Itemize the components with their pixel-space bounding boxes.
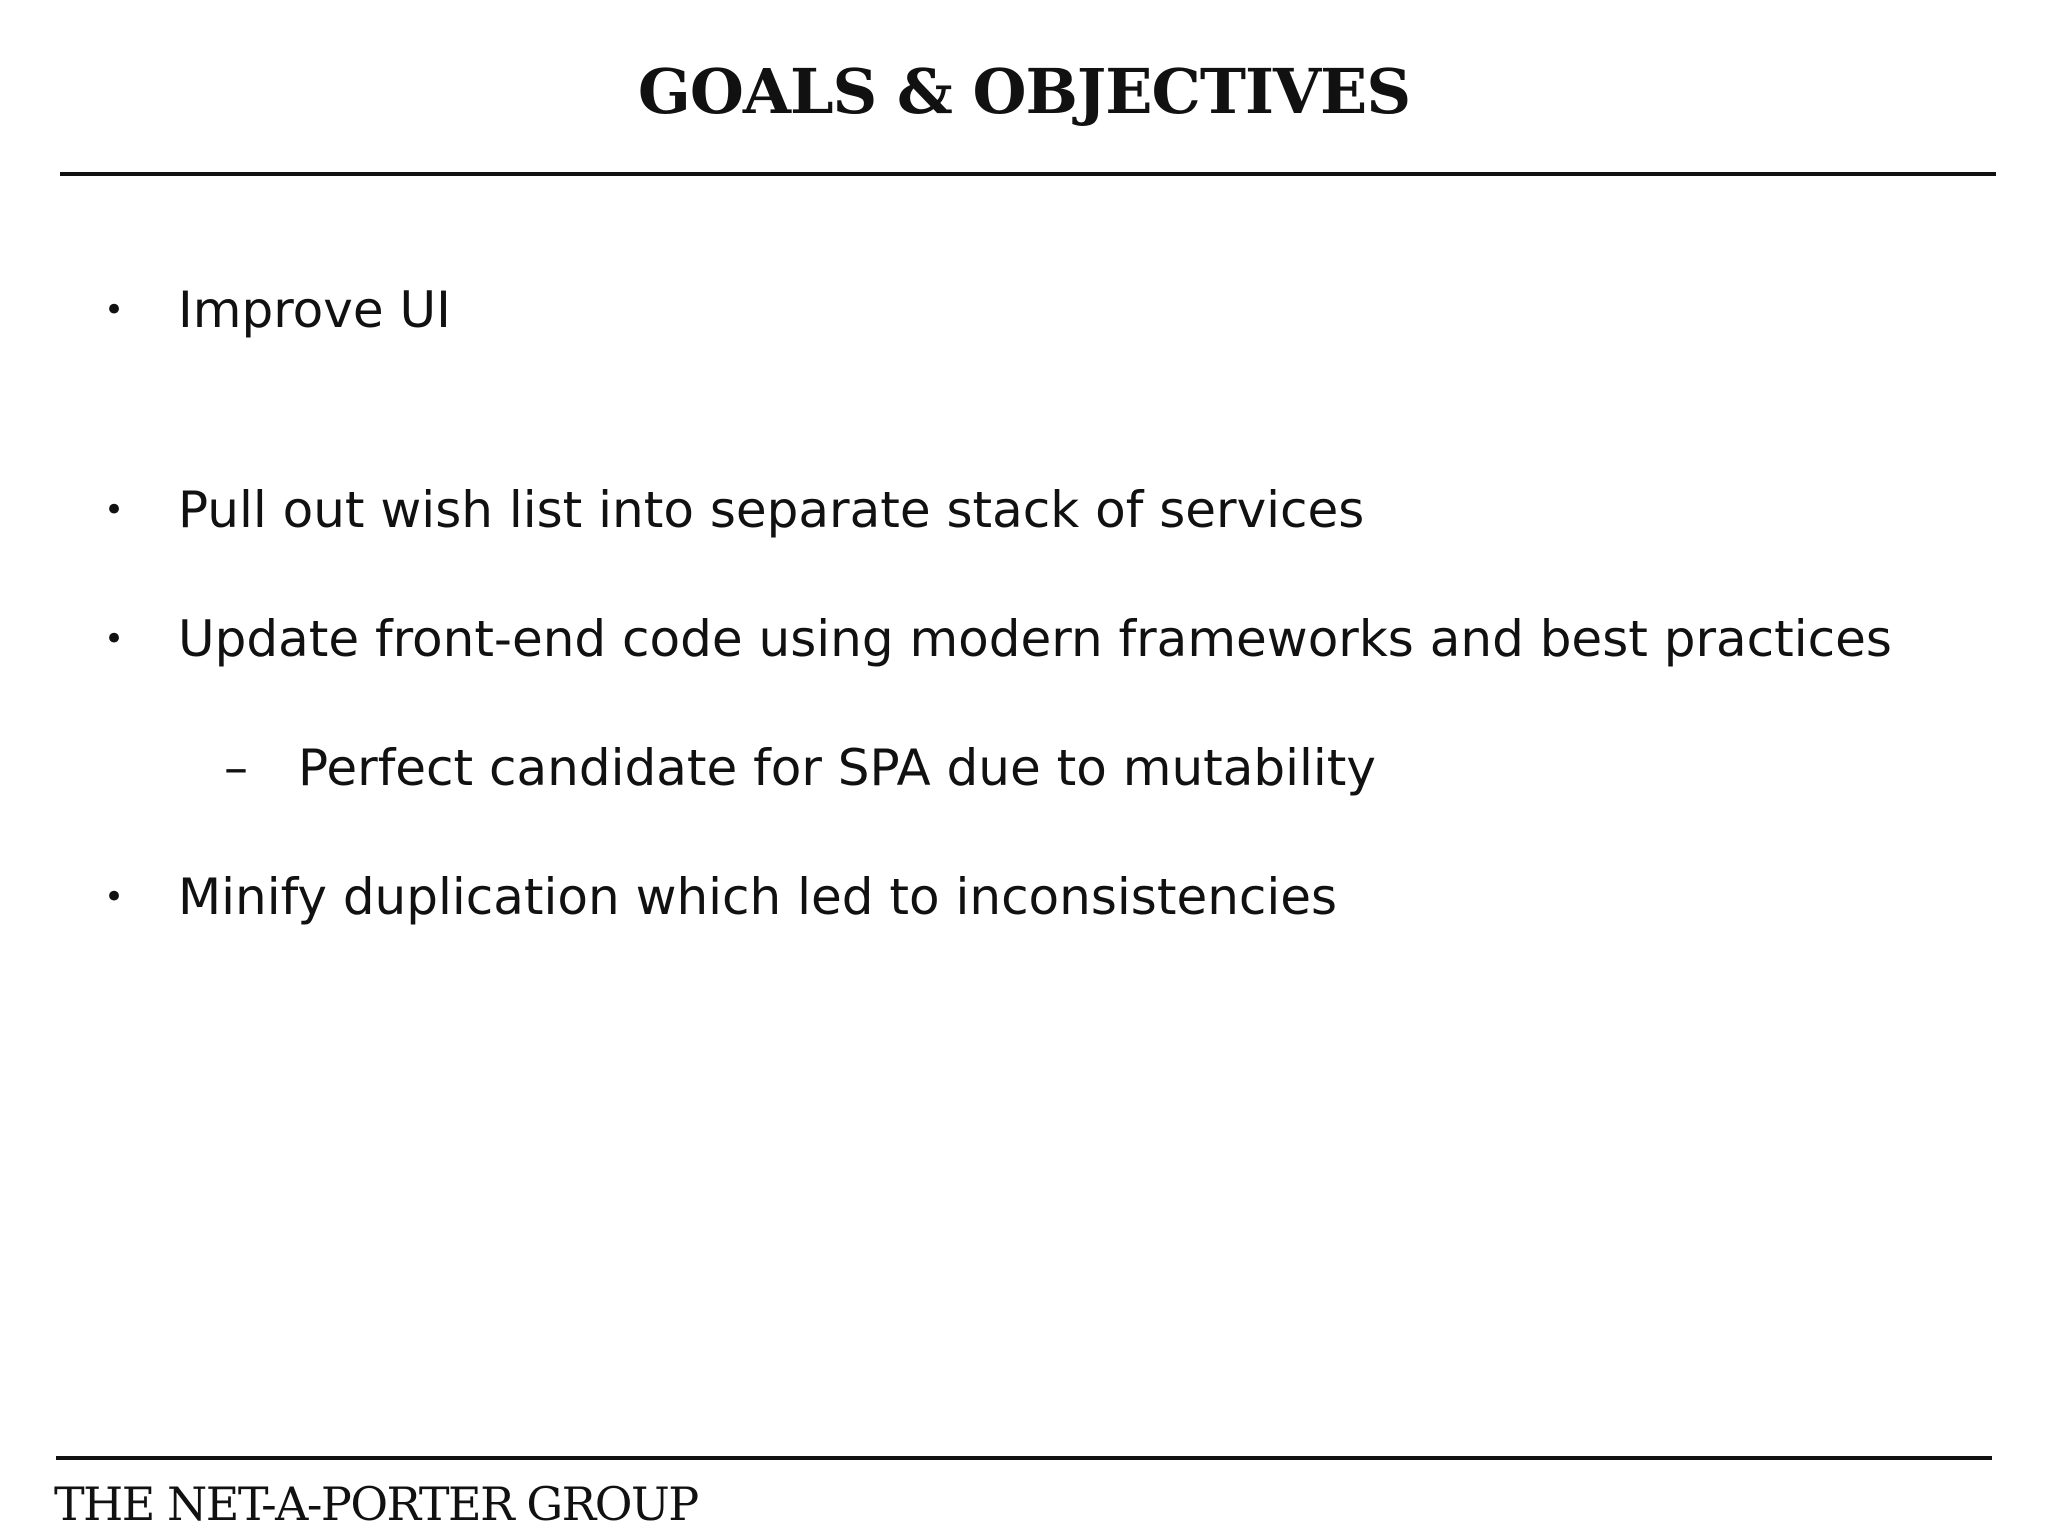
slide-title: GOALS & OBJECTIVES bbox=[637, 55, 1411, 128]
sub-bullet-text: Perfect candidate for SPA due to mutability bbox=[298, 739, 1376, 797]
bullet-text: Pull out wish list into separate stack of services bbox=[178, 481, 1365, 539]
bullet-marker: • bbox=[104, 619, 125, 659]
footer-brand-logo: THE NET-A-PORTER GROUP bbox=[54, 1477, 698, 1531]
bullet-marker: • bbox=[104, 877, 125, 917]
bullet-text: Update front-end code using modern frameworks and best practices bbox=[178, 610, 1892, 668]
bullet-text: Minify duplication which led to inconsistencies bbox=[178, 868, 1338, 926]
bullet-text: Improve UI bbox=[178, 281, 451, 339]
bullet-marker: • bbox=[104, 290, 125, 330]
footer-divider bbox=[56, 1456, 1992, 1460]
sub-bullet-marker: – bbox=[224, 740, 248, 796]
bullet-marker: • bbox=[104, 490, 125, 530]
